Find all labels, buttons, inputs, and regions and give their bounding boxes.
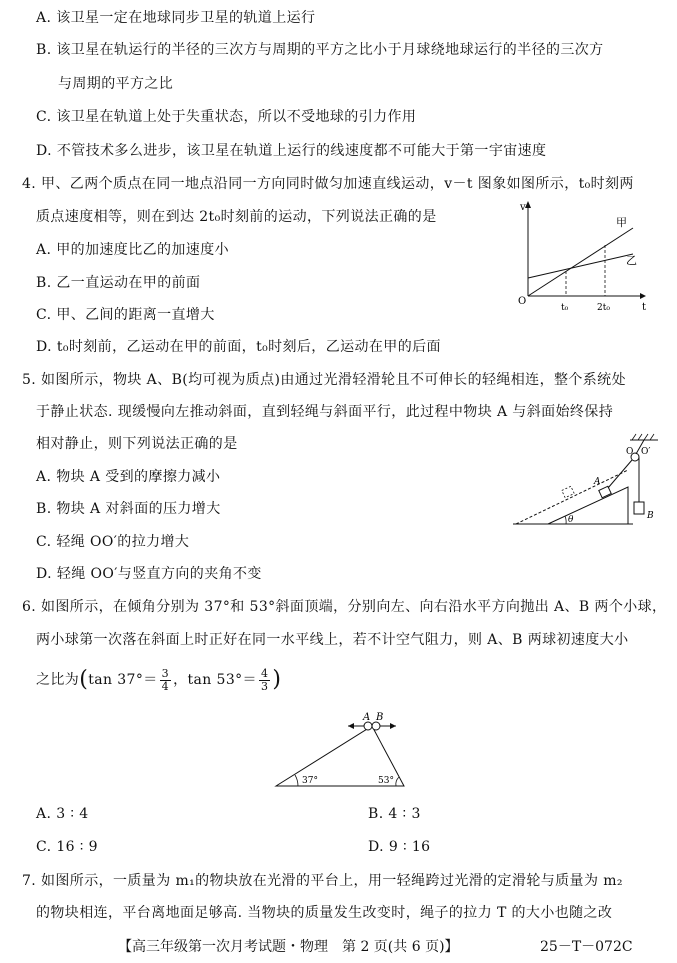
q3-option-c: C. 该卫星在轨道上处于失重状态，所以不受地球的引力作用 xyxy=(36,109,417,125)
q7-stem-line2: 的物块相连，平台离地面足够高. 当物块的质量发生改变时，绳子的拉力 T 的大小也随之改 xyxy=(36,905,613,921)
v-label: v xyxy=(520,202,526,213)
q7-stem-line1: 7. 如图所示，一质量为 m₁的物块放在光滑的平台上，用一轻绳跨过光滑的定滑轮与质量为 m₂ xyxy=(22,873,623,889)
q5-option-c: C. 轻绳 OO′的拉力增大 xyxy=(36,534,190,550)
q5-stem-line1: 5. 如图所示，物块 A、B(均可视为质点)由通过光滑轻滑轮且不可伸长的轻绳相连，整个系统处 xyxy=(22,372,626,388)
q3-option-b-line2: 与周期的平方之比 xyxy=(58,76,174,92)
incline xyxy=(548,487,628,524)
origin-label: O xyxy=(518,296,527,307)
rope-a xyxy=(608,460,632,488)
b-label: B xyxy=(647,511,654,521)
q6-triangle-figure xyxy=(268,710,413,792)
ball-b-label: B xyxy=(376,712,384,723)
footer-title: 【高三年级第一次月考试题・物理 第 2 页(共 6 页)】 xyxy=(118,939,459,955)
t-axis-arrow xyxy=(640,293,646,299)
q6-option-b: B. 4 ∶ 3 xyxy=(368,806,421,822)
q4-option-c: C. 甲、乙间的距离一直增大 xyxy=(36,307,215,323)
arrow-right xyxy=(390,723,396,729)
q5-option-d: D. 轻绳 OO′与竖直方向的夹角不变 xyxy=(36,566,262,582)
t0-label: t₀ xyxy=(561,303,569,313)
yi-label: 乙 xyxy=(626,254,637,267)
q6-stem-line1: 6. 如图所示，在倾角分别为 37°和 53°斜面顶端，分别向左、向右沿水平方向抛出 A、B 两个小球， xyxy=(22,599,667,615)
ball-a-label: A xyxy=(363,712,371,723)
q6-ratio-prefix: 之比为 xyxy=(36,672,80,688)
q5-stem-line2: 于静止状态. 现缓慢向左推动斜面，直到轻绳与斜面平行，此过程中物块 A 与斜面始终保持 xyxy=(36,404,614,420)
ball-a xyxy=(364,722,372,730)
q4-stem-line2: 质点速度相等，则在到达 2t₀时刻前的运动，下列说法正确的是 xyxy=(36,209,437,225)
frac2-num: 4 xyxy=(260,666,269,680)
q6-stem-line3 xyxy=(36,665,281,695)
q6-stem-line2: 两小球第一次落在斜面上时正好在同一水平线上，若不计空气阻力，则 A、B 两球初速度大小 xyxy=(36,632,629,648)
frac-4-3 xyxy=(259,668,270,693)
arrow-left xyxy=(348,723,354,729)
t-label: t xyxy=(642,302,647,313)
q5-incline-figure xyxy=(508,432,668,532)
a-label: A xyxy=(594,477,601,487)
frac2-den: 3 xyxy=(260,679,269,693)
jia-label: 甲 xyxy=(616,216,627,229)
line-yi xyxy=(528,254,633,278)
block-a-ghost xyxy=(562,486,574,497)
q6-option-d: D. 9 ∶ 16 xyxy=(368,839,431,855)
line-jia xyxy=(528,228,633,296)
angle-37-label: 37° xyxy=(302,776,318,786)
arc-37 xyxy=(295,775,298,786)
q5-option-b: B. 物块 A 对斜面的压力增大 xyxy=(36,501,221,517)
q4-option-d: D. t₀时刻前，乙运动在甲的前面，t₀时刻后，乙运动在甲的后面 xyxy=(36,339,441,355)
ball-b xyxy=(372,722,380,730)
separator: ， xyxy=(173,672,188,688)
tan37-label: tan 37°＝ xyxy=(88,672,158,688)
o-prime-label: O′ xyxy=(641,447,651,457)
q4-option-b: B. 乙一直运动在甲的前面 xyxy=(36,275,201,291)
q6-option-c: C. 16 ∶ 9 xyxy=(36,839,98,855)
q3-option-a: A. 该卫星一定在地球同步卫星的轨道上运行 xyxy=(36,10,316,26)
block-b xyxy=(634,502,644,514)
angle-53-label: 53° xyxy=(378,776,394,786)
theta-label: θ xyxy=(568,515,574,525)
frac1-den: 4 xyxy=(161,679,170,693)
q4-vt-graph xyxy=(508,198,648,323)
q3-option-d: D. 不管技术多么进步，该卫星在轨道上运行的线速度都不可能大于第一宇宙速度 xyxy=(36,143,547,159)
footer-code: 25－T－072C xyxy=(540,939,633,955)
q3-option-b-line1: B. 该卫星在轨运行的半径的三次方与周期的平方之比小于月球绕地球运行的半径的三次方 xyxy=(36,42,604,58)
q5-option-a: A. 物块 A 受到的摩擦力减小 xyxy=(36,469,221,485)
paren-open: ( xyxy=(79,667,89,692)
paren-close: ) xyxy=(272,667,282,692)
v-axis-arrow xyxy=(525,201,531,208)
q6-option-a: A. 3 ∶ 4 xyxy=(36,806,89,822)
q5-stem-line3: 相对静止，则下列说法正确的是 xyxy=(36,436,238,452)
theta-arc xyxy=(565,516,566,524)
2t0-label: 2t₀ xyxy=(597,303,610,313)
frac1-num: 3 xyxy=(161,666,170,680)
q4-option-a: A. 甲的加速度比乙的加速度小 xyxy=(36,242,230,258)
frac-3-4 xyxy=(160,668,171,693)
q4-stem-line1: 4. 甲、乙两个质点在同一地点沿同一方向同时做匀加速直线运动，v－t 图象如图所示，t₀时刻两 xyxy=(22,176,634,192)
arc-53 xyxy=(396,777,399,786)
tan53-label: tan 53°＝ xyxy=(187,672,257,688)
o-label: O xyxy=(626,447,634,457)
